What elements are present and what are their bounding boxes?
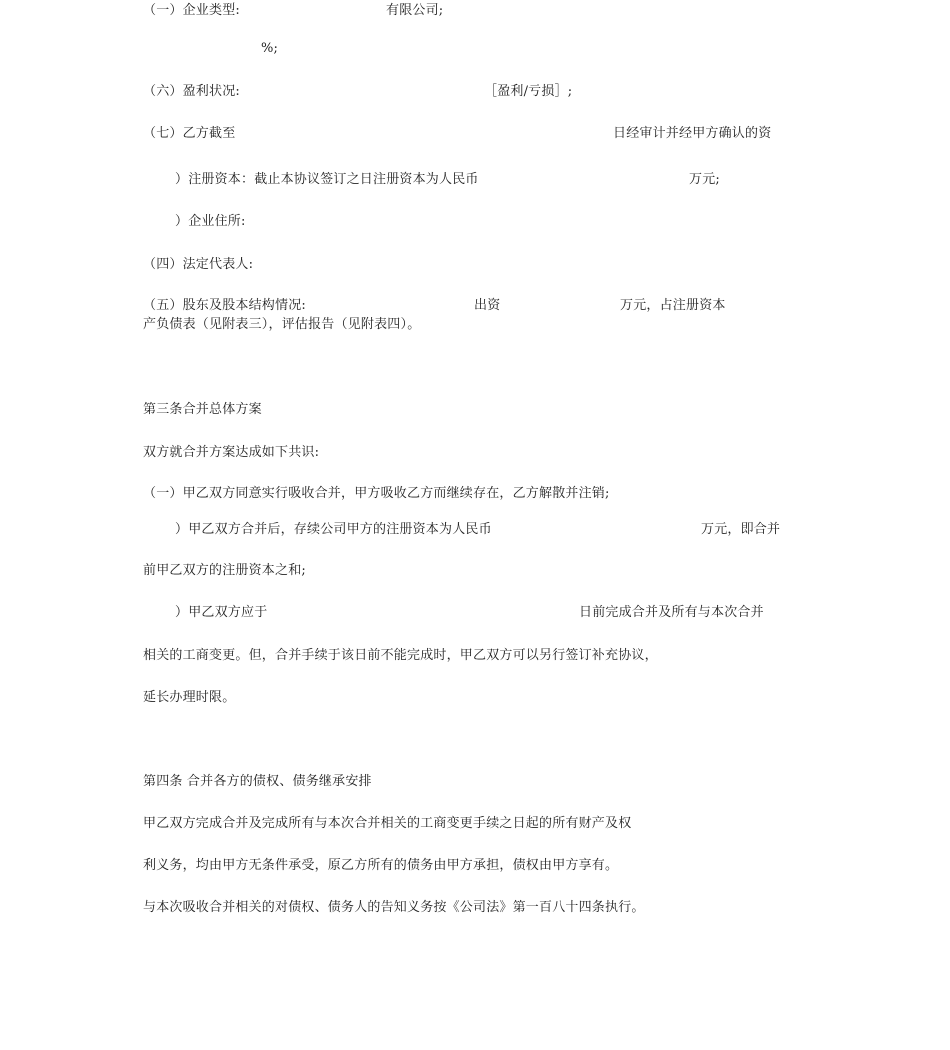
article3-item2-unit: 万元，即合并	[701, 522, 781, 537]
shareholders-share: 万元，占注册资本	[620, 298, 726, 313]
article3-item3-tail: 日前完成合并及所有与本次合并	[579, 605, 764, 620]
legal-rep-label: （四）法定代表人:	[143, 257, 254, 272]
domicile-label: ）企业住所:	[175, 214, 246, 229]
profit-status-options: ［盈利/亏损］;	[484, 84, 573, 99]
article4-para3: 与本次吸收合并相关的对债权、债务人的告知义务按《公司法》第一百八十四条执行。	[143, 900, 645, 915]
registered-capital-unit: 万元;	[689, 172, 720, 187]
article4-para1: 甲乙双方完成合并及完成所有与本次合并相关的工商变更手续之日起的所有财产及权	[143, 816, 632, 831]
shareholders-contribution: 出资	[474, 298, 501, 313]
article3-item2-cont: 前甲乙双方的注册资本之和;	[143, 563, 306, 578]
article4-heading: 第四条 合并各方的债权、债务继承安排	[143, 774, 372, 789]
article3-item3-cont2: 延长办理时限。	[143, 690, 236, 705]
balance-sheet-line: 产负债表（见附表三），评估报告（见附表四）。	[143, 317, 421, 332]
article3-intro: 双方就合并方案达成如下共识:	[143, 445, 320, 460]
percent-mark: %;	[261, 41, 279, 56]
article3-item2-start: ）甲乙双方合并后，存续公司甲方的注册资本为人民币	[175, 522, 492, 537]
article3-heading: 第三条合并总体方案	[143, 402, 262, 417]
party-b-cutoff-label: （七）乙方截至	[143, 126, 236, 141]
enterprise-type-label: （一）企业类型:	[143, 3, 240, 18]
shareholders-label: （五）股东及股本结构情况:	[143, 298, 306, 313]
party-b-cutoff-tail: 日经审计并经甲方确认的资	[613, 126, 772, 141]
article4-para2: 利义务，均由甲方无条件承受，原乙方所有的债务由甲方承担，债权由甲方享有。	[143, 858, 619, 873]
article3-item1: （一）甲乙双方同意实行吸收合并，甲方吸收乙方而继续存在，乙方解散并注销;	[143, 486, 610, 501]
article3-item3-start: ）甲乙双方应于	[175, 605, 268, 620]
enterprise-type-value: 有限公司;	[386, 3, 444, 18]
article3-item3-cont1: 相关的工商变更。但，合并手续于该日前不能完成时，甲乙双方可以另行签订补充协议，	[143, 648, 658, 663]
profit-status-label: （六）盈利状况:	[143, 84, 240, 99]
registered-capital-label: ）注册资本：截止本协议签订之日注册资本为人民币	[175, 172, 479, 187]
